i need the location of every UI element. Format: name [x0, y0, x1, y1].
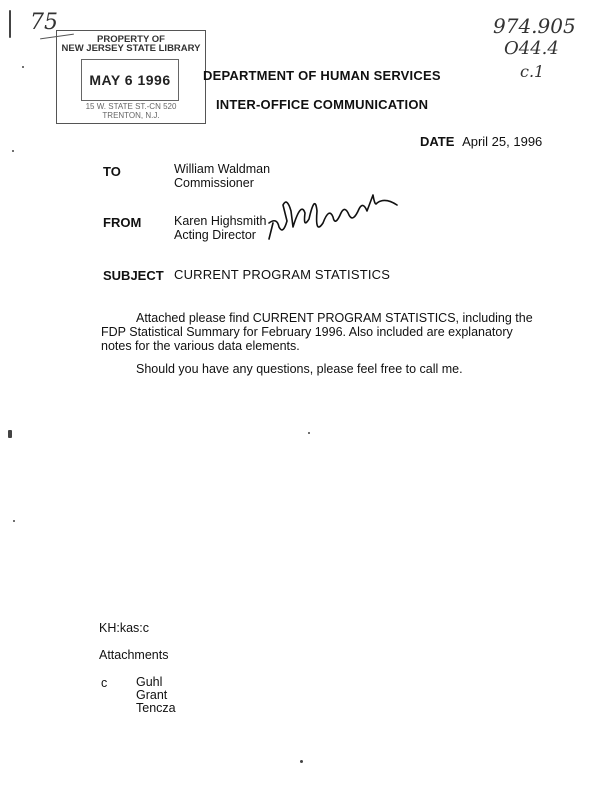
date-line — [420, 134, 542, 149]
scan-speck — [22, 66, 24, 68]
from-title: Acting Director — [174, 228, 256, 242]
handwritten-number: 75 — [30, 10, 58, 35]
department-heading: DEPARTMENT OF HUMAN SERVICES — [203, 68, 441, 83]
cc-label: c — [101, 676, 108, 690]
stamp-title-line1: PROPERTY OF — [97, 34, 165, 45]
cc-recipient: Tencza — [136, 701, 176, 715]
scan-speck — [8, 430, 12, 438]
from-name: Karen Highsmith — [174, 214, 267, 228]
stamp-address-line1: 15 W. STATE ST.-CN 520 — [85, 102, 177, 111]
library-stamp — [56, 30, 206, 124]
signature — [265, 183, 405, 245]
subject-label: SUBJECT — [103, 268, 164, 283]
scan-speck — [12, 150, 14, 152]
body-paragraph-1-line2: FDP Statistical Summary for February 1996. Also included are explanatory — [101, 325, 513, 339]
body-paragraph-2: Should you have any questions, please feel free to call me. — [136, 362, 463, 376]
date-value: April 25, 1996 — [462, 134, 543, 149]
stamp-title-line2: NEW JERSEY STATE LIBRARY — [61, 43, 201, 54]
stamp-date: MAY 6 1996 — [89, 72, 171, 88]
call-number-line1: 974.905 — [493, 14, 576, 38]
cc-recipient: Grant — [136, 688, 168, 702]
attachments-note: Attachments — [99, 648, 169, 662]
call-number-line3: c.1 — [520, 62, 545, 81]
to-label: TO — [103, 164, 121, 179]
subject-value: CURRENT PROGRAM STATISTICS — [174, 267, 391, 282]
memo-type-heading: INTER-OFFICE COMMUNICATION — [216, 97, 429, 112]
scan-speck — [9, 10, 11, 38]
stamp-date-box — [81, 59, 179, 101]
scan-speck — [308, 432, 310, 434]
call-number-line2: O44.4 — [504, 38, 559, 59]
stamp-address-line2: TRENTON, N.J. — [102, 111, 160, 120]
date-label: DATE — [420, 134, 455, 149]
reference-initials: KH:kas:c — [99, 621, 150, 635]
body-paragraph-1-line1: Attached please find CURRENT PROGRAM STATISTICS, including the — [136, 311, 533, 325]
from-label: FROM — [103, 215, 142, 230]
signature-scribble — [265, 183, 405, 245]
scan-speck — [300, 760, 303, 763]
cc-recipient: Guhl — [136, 675, 163, 689]
scan-speck — [13, 520, 15, 522]
to-name: William Waldman — [174, 162, 271, 176]
body-paragraph-1-line3: notes for the various data elements. — [101, 339, 300, 353]
to-title: Commissioner — [174, 176, 254, 190]
